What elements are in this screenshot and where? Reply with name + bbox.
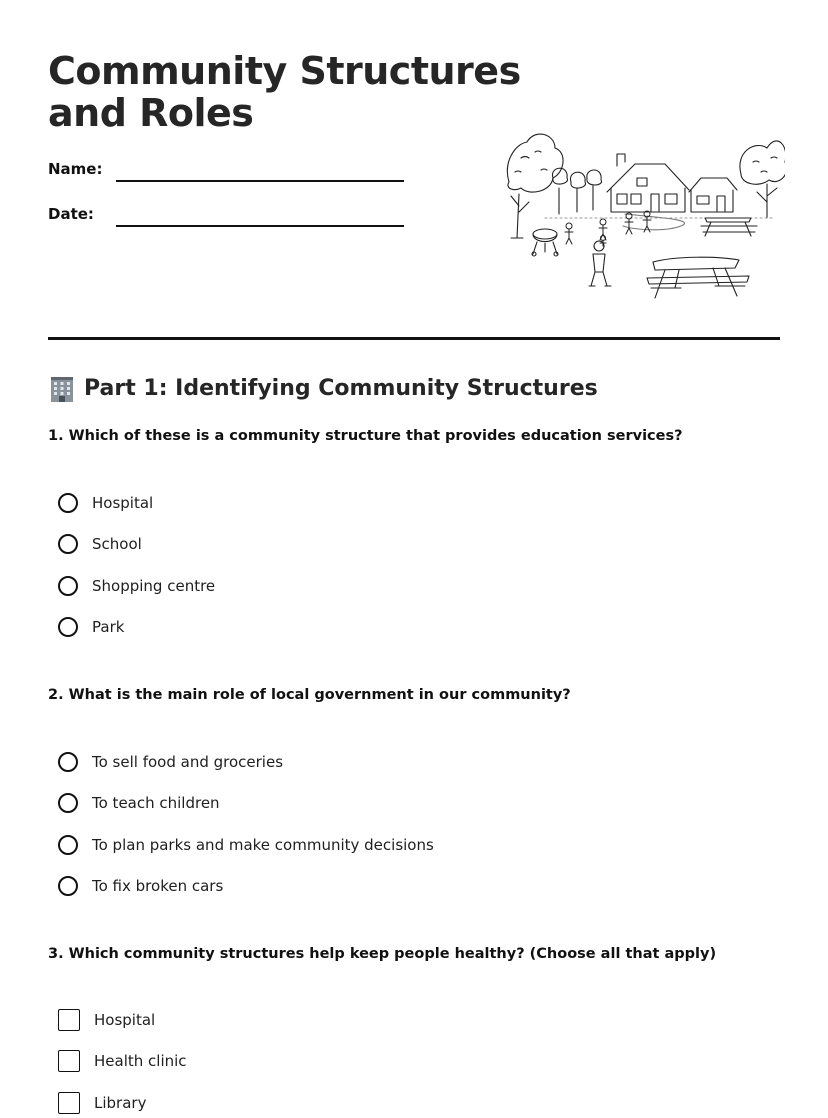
- question-3: 3. Which community structures help keep people healthy? (Choose all that apply): [48, 946, 717, 962]
- name-label: Name:: [48, 160, 103, 178]
- option-label: School: [92, 535, 142, 553]
- option-label: To sell food and groceries: [92, 753, 284, 771]
- option-label: To teach children: [92, 794, 220, 812]
- checkbox[interactable]: [58, 1009, 80, 1031]
- office-building-icon: [48, 375, 76, 403]
- option-label: To fix broken cars: [92, 877, 224, 895]
- option-label: Park: [92, 618, 125, 636]
- radio-button[interactable]: [58, 534, 78, 554]
- option-label: Hospital: [94, 1011, 156, 1029]
- radio-button[interactable]: [58, 876, 78, 896]
- worksheet-title: [48, 50, 521, 134]
- q3-option-hospital[interactable]: [58, 1008, 155, 1032]
- q2-option-teach-children[interactable]: [58, 791, 220, 815]
- q1-option-shopping-centre[interactable]: [58, 574, 215, 598]
- part-1-heading: [48, 374, 598, 404]
- radio-button[interactable]: [58, 752, 78, 772]
- name-line[interactable]: [116, 180, 404, 182]
- q3-option-health-clinic[interactable]: [58, 1049, 187, 1073]
- q1-option-hospital[interactable]: [58, 491, 153, 515]
- option-label: Shopping centre: [92, 577, 216, 595]
- community-park-illustration: [505, 122, 785, 304]
- part-1-heading-text: Part 1: Identifying Community Structures: [84, 376, 598, 401]
- q1-option-school[interactable]: [58, 532, 142, 556]
- section-divider: [48, 337, 780, 340]
- option-label: Library: [94, 1094, 147, 1112]
- radio-button[interactable]: [58, 835, 78, 855]
- q2-option-plan-parks[interactable]: [58, 833, 434, 857]
- q2-option-sell-food[interactable]: [58, 750, 283, 774]
- checkbox[interactable]: [58, 1092, 80, 1114]
- q1-option-park[interactable]: [58, 615, 124, 639]
- radio-button[interactable]: [58, 493, 78, 513]
- date-line[interactable]: [116, 225, 404, 227]
- q2-option-fix-cars[interactable]: [58, 874, 223, 898]
- radio-button[interactable]: [58, 576, 78, 596]
- radio-button[interactable]: [58, 617, 78, 637]
- radio-button[interactable]: [58, 793, 78, 813]
- question-1: 1. Which of these is a community structure that provides education services?: [48, 428, 683, 444]
- question-2: 2. What is the main role of local government in our community?: [48, 687, 571, 703]
- q3-option-library[interactable]: [58, 1091, 146, 1115]
- checkbox[interactable]: [58, 1050, 80, 1072]
- title-line-2: and Roles: [48, 91, 254, 135]
- option-label: Health clinic: [94, 1052, 187, 1070]
- date-label: Date:: [48, 205, 94, 223]
- option-label: To plan parks and make community decisions: [92, 836, 434, 854]
- title-line-1: Community Structures: [48, 49, 521, 93]
- option-label: Hospital: [92, 494, 154, 512]
